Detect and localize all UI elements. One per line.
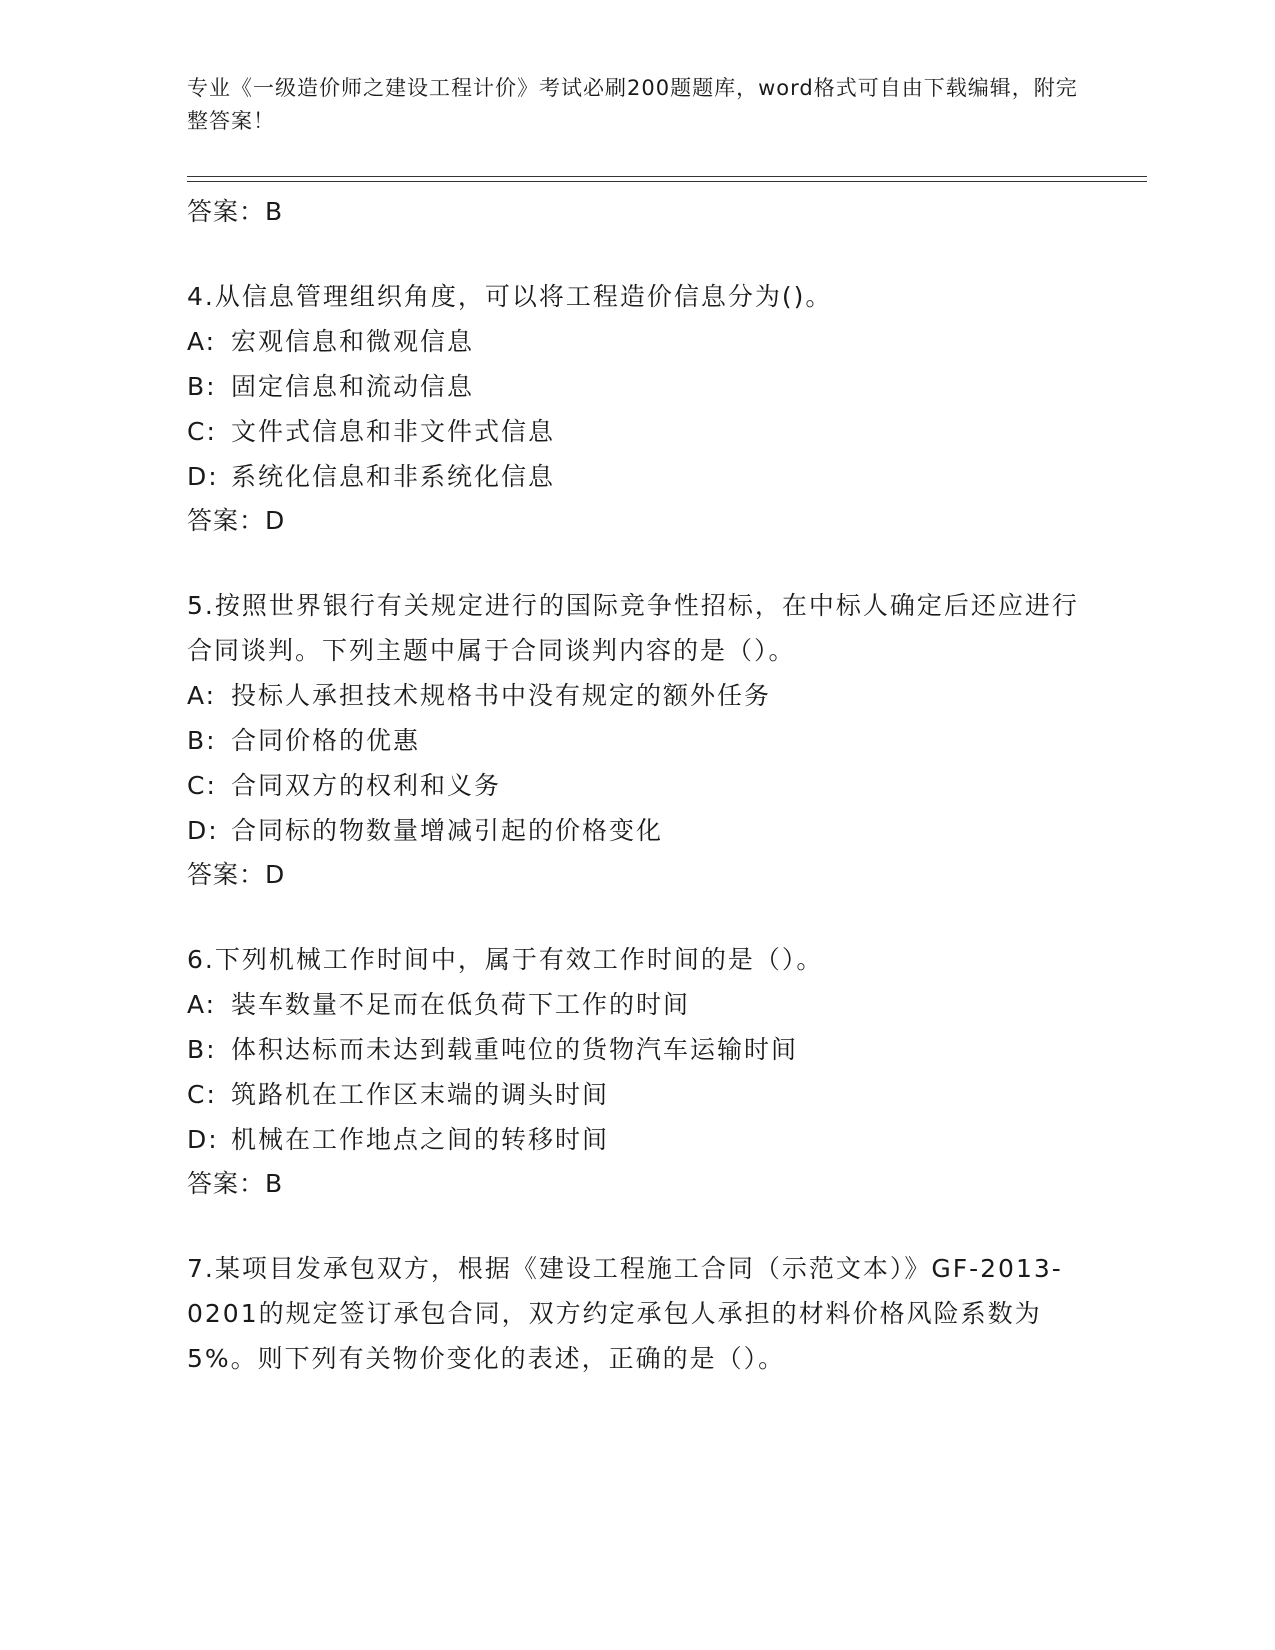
option-b <box>187 364 1087 409</box>
option-key: B: <box>187 726 217 755</box>
option-text: 系统化信息和非系统化信息 <box>231 462 556 491</box>
question-text: 7.某项目发承包双方，根据《建设工程施工合同（示范文本）》GF-2013-0201的规定签订承包合同，双方约定承包人承担的材料价格风险系数为5%。则下列有关物价变化的表述，正确的是（）。 <box>187 1254 1063 1373</box>
option-text: 装车数量不足而在低负荷下工作的时间 <box>231 990 691 1019</box>
option-a <box>187 673 1087 718</box>
option-text: 文件式信息和非文件式信息 <box>231 417 556 446</box>
question-5 <box>187 583 1087 897</box>
option-d <box>187 808 1087 853</box>
option-key: A: <box>187 681 217 710</box>
option-text: 固定信息和流动信息 <box>231 372 475 401</box>
answer-line: 答案：D <box>187 506 286 535</box>
document-header: 专业《一级造价师之建设工程计价》考试必刷200题题库，word格式可自由下载编辑，附完整答案！ <box>187 76 1078 133</box>
header-divider <box>187 176 1147 182</box>
option-b <box>187 718 1087 763</box>
option-key: A: <box>187 327 217 356</box>
option-key: C: <box>187 417 217 446</box>
question-text: 5.按照世界银行有关规定进行的国际竞争性招标，在中标人确定后还应进行合同谈判。下列主题中属于合同谈判内容的是（）。 <box>187 591 1079 665</box>
option-key: D: <box>187 816 219 845</box>
option-d <box>187 454 1087 499</box>
option-text: 合同双方的权利和义务 <box>231 771 502 800</box>
option-b <box>187 1027 1087 1072</box>
answer-line: 答案：B <box>187 1169 284 1198</box>
option-c <box>187 1072 1087 1117</box>
option-d <box>187 1117 1087 1162</box>
option-c <box>187 409 1087 454</box>
option-key: C: <box>187 1080 217 1109</box>
option-key: D: <box>187 462 219 491</box>
option-text: 体积达标而未达到载重吨位的货物汽车运输时间 <box>231 1035 799 1064</box>
option-key: B: <box>187 1035 217 1064</box>
question-text: 6.下列机械工作时间中，属于有效工作时间的是（）。 <box>187 945 824 974</box>
option-text: 投标人承担技术规格书中没有规定的额外任务 <box>231 681 772 710</box>
option-text: 宏观信息和微观信息 <box>231 327 475 356</box>
option-key: B: <box>187 372 217 401</box>
question-text: 4.从信息管理组织角度，可以将工程造价信息分为()。 <box>187 282 833 311</box>
option-a <box>187 982 1087 1027</box>
option-c <box>187 763 1087 808</box>
option-text: 机械在工作地点之间的转移时间 <box>231 1125 610 1154</box>
option-a <box>187 319 1087 364</box>
option-text: 筑路机在工作区末端的调头时间 <box>231 1080 610 1109</box>
question-4 <box>187 274 1087 543</box>
answer-line: 答案：D <box>187 860 286 889</box>
question-6 <box>187 937 1087 1206</box>
option-key: D: <box>187 1125 219 1154</box>
option-text: 合同价格的优惠 <box>231 726 421 755</box>
answer-line: 答案：B <box>187 197 284 226</box>
option-key: A: <box>187 990 217 1019</box>
option-text: 合同标的物数量增减引起的价格变化 <box>231 816 664 845</box>
option-key: C: <box>187 771 217 800</box>
document-body <box>187 190 1087 1381</box>
question-7 <box>187 1246 1087 1381</box>
